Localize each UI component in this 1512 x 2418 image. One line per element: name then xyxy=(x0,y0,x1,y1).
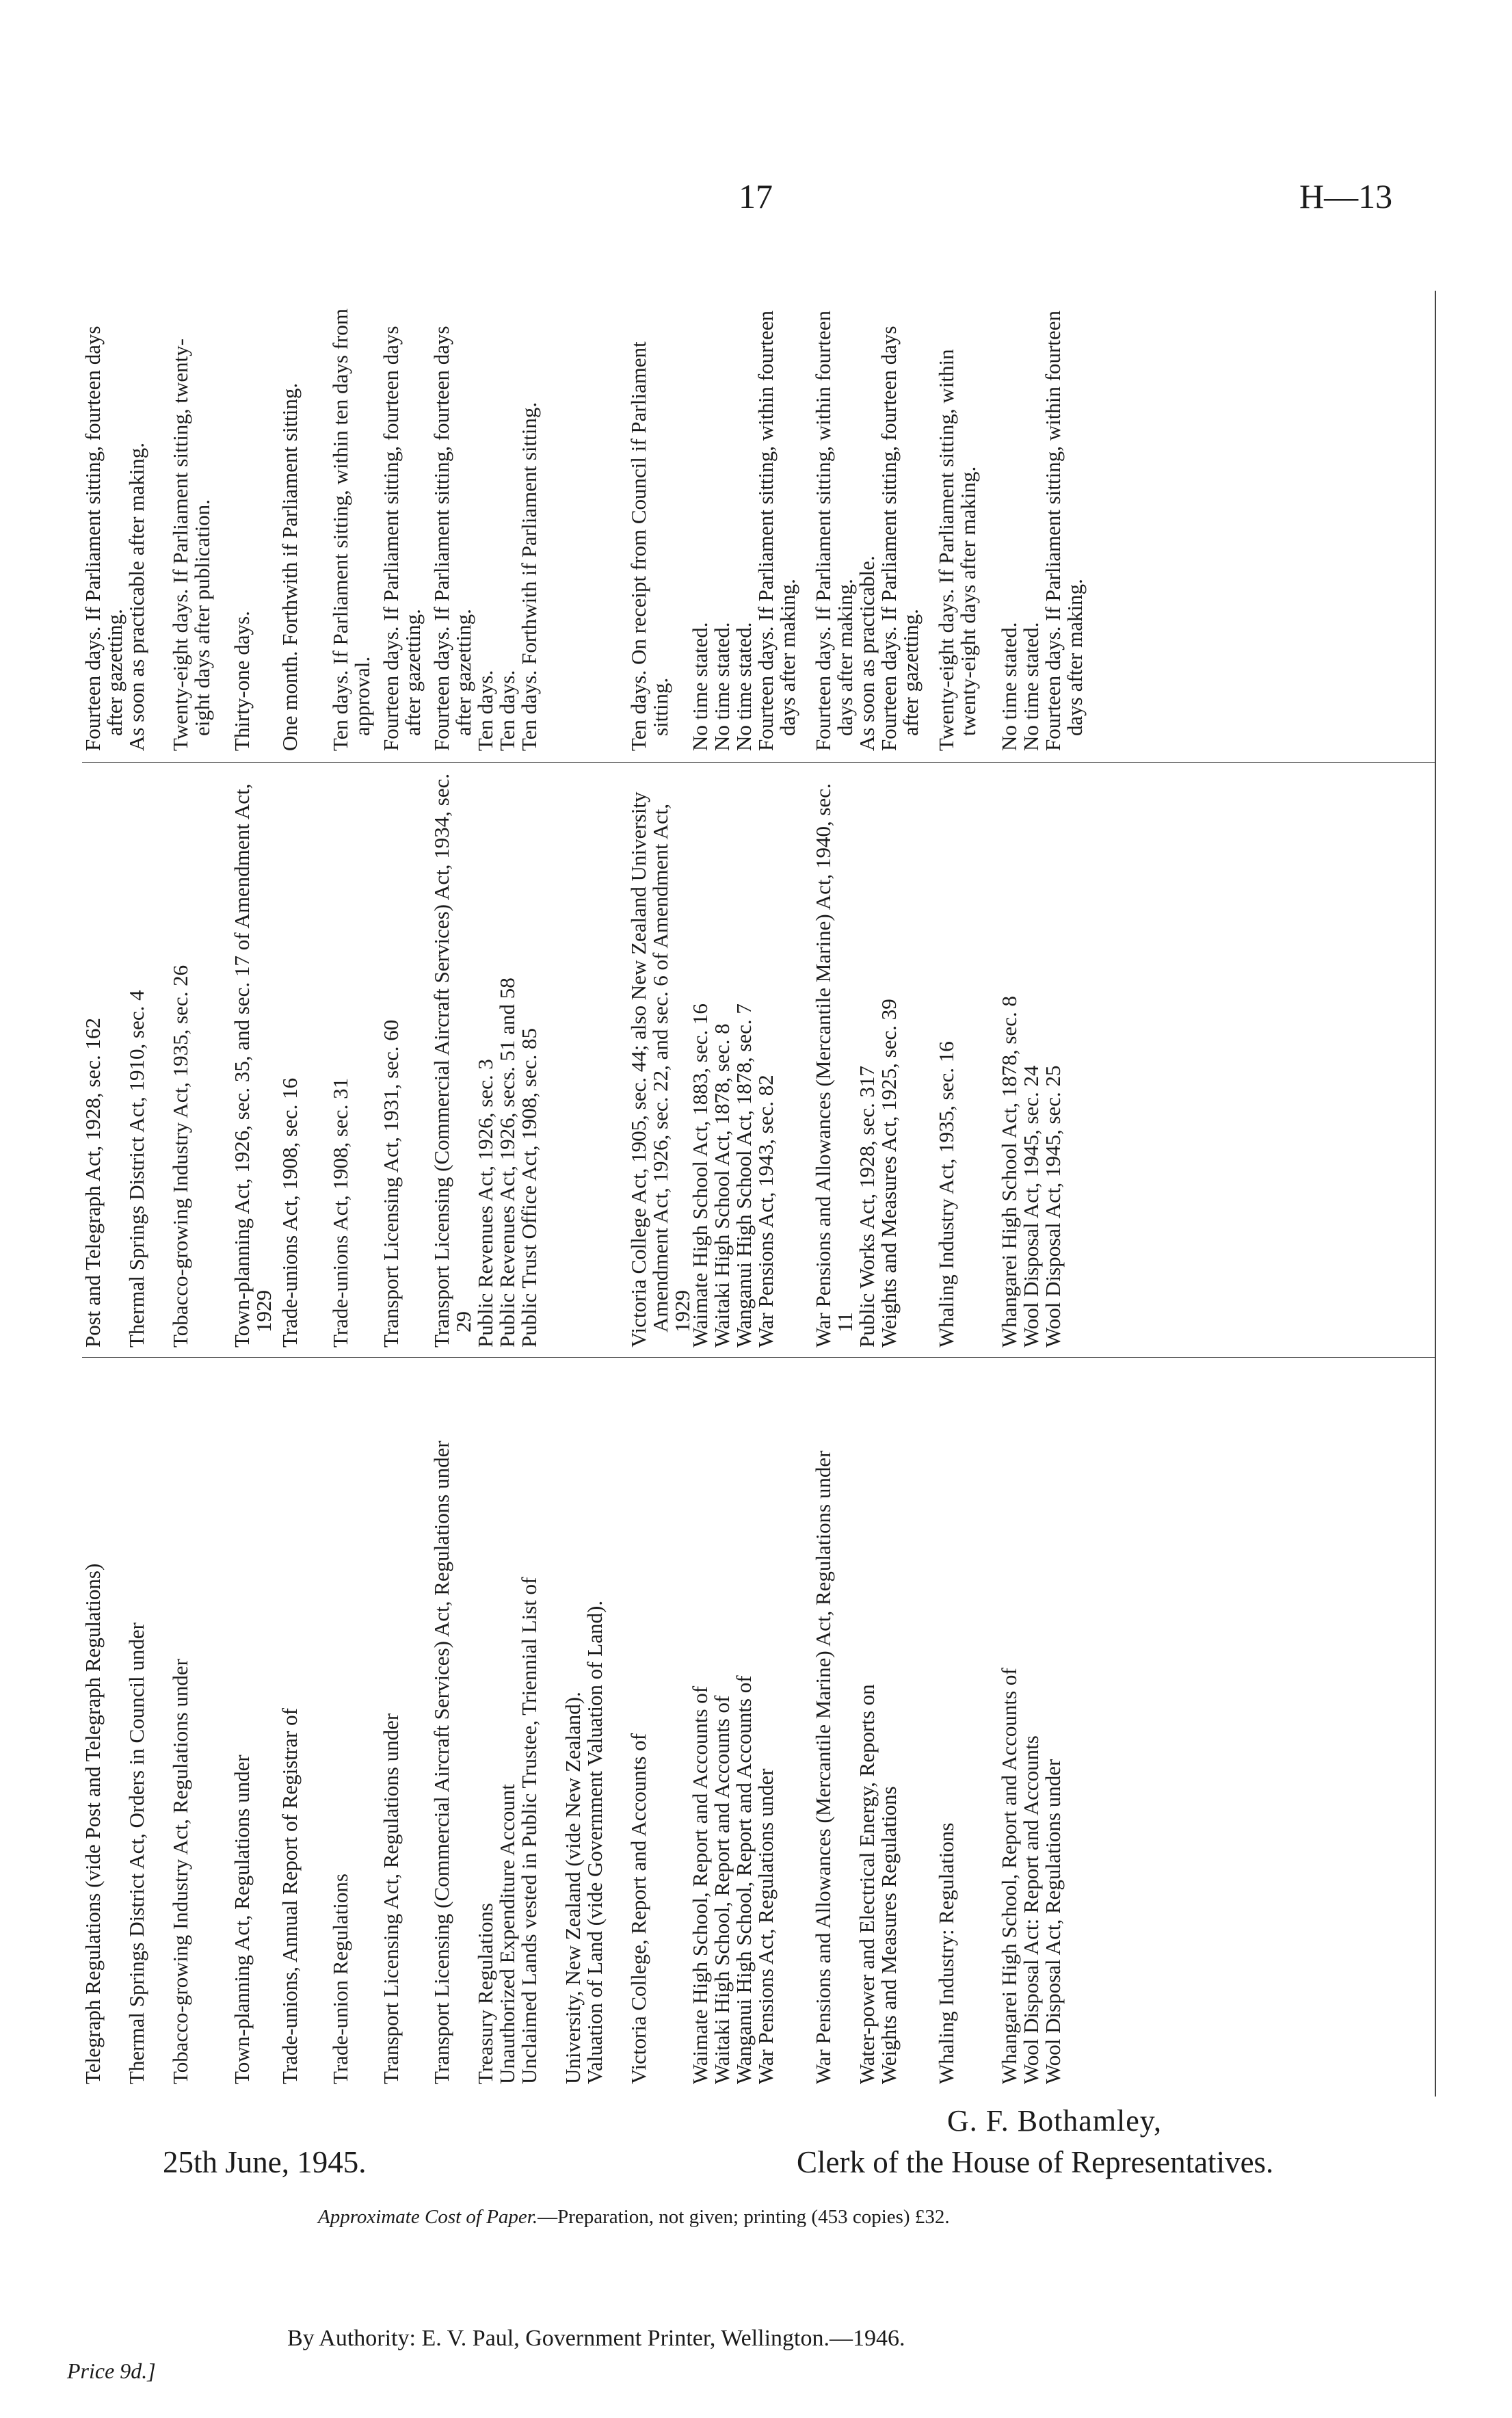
act-cell: Victoria College Act, 1905, sec. 44; also New Zealand University Amendment Act, 1926, sec. 22, and sec. 6 of Amendment Act, 1929 xyxy=(626,791,694,1348)
signature-name: G. F. Bothamley, xyxy=(947,2104,1162,2138)
cost-text: —Preparation, not given; printing (453 copies) £32. xyxy=(538,2206,950,2228)
cost-label: Approximate Cost of Paper. xyxy=(318,2206,538,2228)
time-cell: Fourteen days. If Parliament sitting, fourteen days after gazetting. xyxy=(877,326,923,751)
act-cell: Whangarei High School Act, 1878, sec. 8 xyxy=(997,996,1021,1348)
subject-cell: Transport Licensing Act, Regulations under xyxy=(379,1713,403,2084)
act-cell: Transport Licensing Act, 1931, sec. 60 xyxy=(379,1019,403,1348)
subject-cell: War Pensions and Allowances (Mercantile Marine) Act, Regulations under xyxy=(811,1450,835,2084)
act-cell: Public Trust Office Act, 1908, sec. 85 xyxy=(517,1028,541,1348)
date-line: 25th June, 1945. xyxy=(163,2145,367,2179)
time-cell: No time stated. xyxy=(710,622,734,751)
act-cell: Thermal Springs District Act, 1910, sec. 4 xyxy=(124,990,148,1348)
document-code: H—13 xyxy=(1299,177,1393,215)
time-cell: Thirty-one days. xyxy=(230,611,254,751)
act-cell: Town-planning Act, 1926, sec. 35, and sec. 17 of Amendment Act, 1929 xyxy=(230,783,276,1348)
subject-cell: Wool Disposal Act, Regulations under xyxy=(1041,1759,1065,2084)
act-cell: War Pensions Act, 1943, sec. 82 xyxy=(754,1075,778,1348)
act-cell: Public Works Act, 1928, sec. 317 xyxy=(855,1066,879,1348)
subject-cell: Treasury Regulations xyxy=(473,1903,497,2084)
subject-cell: Telegraph Regulations (vide Post and Telegraph Regulations) xyxy=(81,1563,105,2084)
subject-cell: Wool Disposal Act: Report and Accounts xyxy=(1019,1735,1043,2084)
time-cell: No time stated. xyxy=(688,622,712,751)
time-column xyxy=(82,291,1436,763)
act-cell: Wool Disposal Act, 1945, sec. 24 xyxy=(1019,1065,1043,1348)
act-cell: Wool Disposal Act, 1945, sec. 25 xyxy=(1041,1065,1065,1348)
act-cell: Public Revenues Act, 1926, secs. 51 and 58 xyxy=(495,977,519,1348)
time-cell: Fourteen days. If Parliament sitting, within fourteen days after making. xyxy=(811,311,857,751)
subject-cell: Town-planning Act, Regulations under xyxy=(230,1755,254,2084)
time-cell: Fourteen days. If Parliament sitting, within fourteen days after making. xyxy=(1041,311,1087,751)
subject-cell: Thermal Springs District Act, Orders in Council under xyxy=(124,1622,148,2084)
act-cell: Waimate High School Act, 1883, sec. 16 xyxy=(688,1003,712,1348)
rotated-papers-table xyxy=(82,291,1436,2097)
subject-cell: Whaling Industry: Regulations xyxy=(934,1822,958,2084)
act-cell: Whaling Industry Act, 1935, sec. 16 xyxy=(934,1041,958,1348)
act-cell: Waitaki High School Act, 1878, sec. 8 xyxy=(710,1023,734,1348)
cost-line xyxy=(318,2206,950,2229)
subject-cell: Victoria College, Report and Accounts of xyxy=(626,1733,650,2084)
act-cell: Wanganui High School Act, 1878, sec. 7 xyxy=(732,1003,756,1348)
time-cell: Fourteen days. If Parliament sitting, fourteen days after gazetting. xyxy=(429,326,475,751)
time-cell: Ten days. On receipt from Council if Parliament sitting. xyxy=(626,341,672,751)
time-cell: As soon as practicable. xyxy=(855,555,879,751)
time-cell: Ten days. If Parliament sitting, within ten days from approval. xyxy=(328,308,374,751)
time-cell: No time stated. xyxy=(732,622,756,751)
subject-cell: Waitaki High School, Report and Accounts of xyxy=(710,1695,734,2084)
time-cell: No time stated. xyxy=(997,622,1021,751)
act-cell: Tobacco-growing Industry Act, 1935, sec. 26 xyxy=(168,964,192,1348)
subject-column xyxy=(82,1358,1436,2097)
page-number: 17 xyxy=(739,177,773,215)
time-cell: Ten days. xyxy=(495,670,519,751)
time-cell: One month. Forthwith if Parliament sitting. xyxy=(278,382,302,751)
subject-cell: Wanganui High School, Report and Accounts of xyxy=(732,1675,756,2084)
subject-cell: Whangarei High School, Report and Accounts of xyxy=(997,1668,1021,2084)
time-cell: Ten days. xyxy=(473,670,497,751)
table-border-rule xyxy=(1435,291,1436,2097)
time-cell: Twenty-eight days. If Parliament sitting, twenty-eight days after publication. xyxy=(168,338,214,751)
subject-cell: Waimate High School, Report and Accounts of xyxy=(688,1685,712,2084)
act-cell: Transport Licensing (Commercial Aircraft Services) Act, 1934, sec. 29 xyxy=(429,773,475,1348)
subject-cell: Unauthorized Expenditure Account xyxy=(495,1783,519,2084)
time-cell: As soon as practicable after making. xyxy=(124,442,148,751)
time-cell: Fourteen days. If Parliament sitting, within fourteen days after making. xyxy=(754,311,799,751)
subject-cell: Trade-unions, Annual Report of Registrar of xyxy=(278,1708,302,2084)
time-cell: Fourteen days. If Parliament sitting, fourteen days after gazetting. xyxy=(379,326,425,751)
printer-authority-line: By Authority: E. V. Paul, Government Printer, Wellington.—1946. xyxy=(287,2326,905,2351)
subject-cell: Water-power and Electrical Energy, Reports on xyxy=(855,1684,879,2084)
subject-cell: University, New Zealand (vide New Zealand). xyxy=(561,1692,585,2084)
subject-cell: Tobacco-growing Industry Act, Regulations under xyxy=(168,1659,192,2084)
time-cell: Fourteen days. If Parliament sitting, fourteen days after gazetting. xyxy=(81,326,127,751)
act-cell: Post and Telegraph Act, 1928, sec. 162 xyxy=(81,1018,105,1348)
time-cell: No time stated. xyxy=(1019,622,1043,751)
subject-cell: Trade-union Regulations xyxy=(328,1874,352,2084)
subject-cell: Transport Licensing (Commercial Aircraft Services) Act, Regulations under xyxy=(429,1441,453,2084)
subject-cell: War Pensions Act, Regulations under xyxy=(754,1768,778,2084)
act-cell: Weights and Measures Act, 1925, sec. 39 xyxy=(877,999,901,1348)
time-cell: Ten days. Forthwith if Parliament sitting. xyxy=(517,402,541,751)
act-cell: Trade-unions Act, 1908, sec. 31 xyxy=(328,1077,352,1348)
price-line: Price 9d.] xyxy=(67,2358,156,2383)
act-cell: Public Revenues Act, 1926, sec. 3 xyxy=(473,1059,497,1348)
time-cell: Twenty-eight days. If Parliament sitting, within twenty-eight days after making. xyxy=(934,349,980,751)
act-cell: Trade-unions Act, 1908, sec. 16 xyxy=(278,1077,302,1348)
act-column xyxy=(82,763,1436,1358)
subject-cell: Unclaimed Lands vested in Public Trustee, Triennial List of xyxy=(517,1577,541,2084)
signature-title: Clerk of the House of Representatives. xyxy=(797,2145,1274,2179)
subject-cell: Valuation of Land (vide Government Valuation of Land). xyxy=(583,1600,607,2084)
subject-cell: Weights and Measures Regulations xyxy=(877,1786,901,2084)
act-cell: War Pensions and Allowances (Mercantile Marine) Act, 1940, sec. 11 xyxy=(811,783,857,1348)
